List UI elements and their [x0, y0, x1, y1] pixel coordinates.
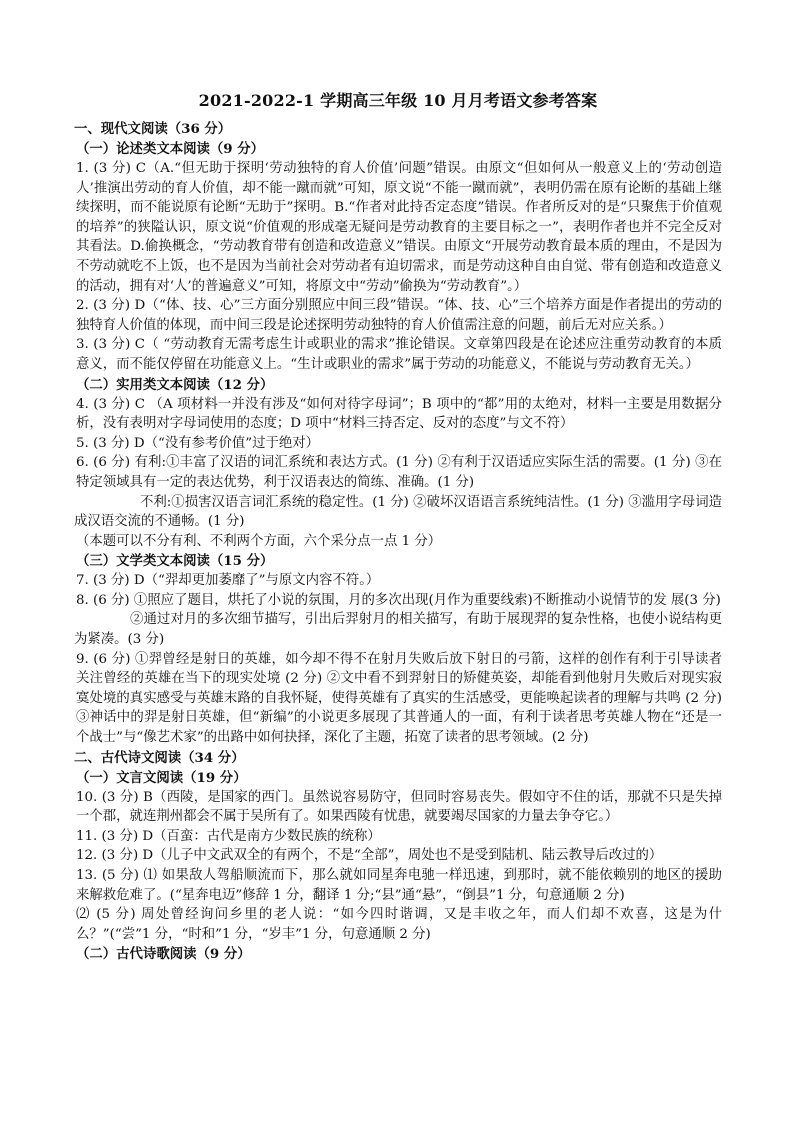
answer-q1: 1. (3 分) C（A.“但无助于探明‘劳动独特的育人价值’问题”错误。由原文“但如何从一般意义上的‘劳动创造人’推演出劳动的育人价值，却不能一蹴而就”可知，原文说“不能一蹴而就”，表明仍需在原有论断的基础上继续探明，而不能说原有论断“无助于”探明。B.“作者对此持否定态度”错误。作者所反对的是“只聚焦于价值观的培养”的狭隘认识，原文说“价值观的形成毫无疑问是劳动教育的主要目标之一”，表明作者也并不完全反对其看法。D.偷换概念，“劳动教育带有创造和改造意义”错误。由原文“开展劳动教育最本质的理由，不是因为不劳动就吃不上饭，也不是因为当前社会对劳动者有迫切需求，而是劳动这种自由自觉、带有创造和改造意义的活动，拥有对‘人’的普遍意义”可知，将原文中“劳动”偷换为“劳动教育”。） — [76, 161, 722, 294]
answer-q9: 9. (6 分) ①羿曾经是射日的英雄，如今却不得不在射月失败后放下射日的弓箭，这样的创作有利于引导读者关注曾经的英雄在当下的现实处境 (2 分) ②文中看不到羿射日的矫健英姿，却能看到他射月失败后对现实寂寞处境的真实感受与英雄末路的自我怀疑，使得英雄有了真实的生活感受，更能唤起读者的理解与共鸣 (2 分) ③神话中的羿是射日英雄，但“新编”的小说更多展现了其普通人的一面，有利于读者思考英雄人物在“还是一个战士”与“像艺术家”的出路中如何抉择，深化了主题，拓宽了读者的思考领域。(2 分) — [76, 651, 722, 746]
section-heading-classical: 二、古代诗文阅读（34 分） — [74, 749, 245, 766]
subsection-heading-classical-prose: （一）文言文阅读（19 分） — [76, 769, 247, 786]
subsection-heading-argumentative: （一）论述类文本阅读（9 分） — [76, 141, 265, 157]
answer-q2: 2. (3 分) D（“体、技、心”三方面分别照应中间三段”错误。“体、技、心”三个培养方面是作者提出的劳动的独特育人价值的体现，而中间三段是论述探明劳动独特的育人价值需注意的问题，前后无对应关系。） — [76, 298, 722, 333]
answer-q3: 3. (3 分) C（ “劳动教育无需考虑生计或职业的需求”推论错误。文章第四段是在论述应注重劳动教育的本质意义，而不能仅停留在功能意义上。“生计或职业的需求”属于劳动的功能意义，不能说与劳动教育无关。） — [76, 337, 722, 372]
answer-q12: 12. (3 分) D（儿子中文武双全的有两个，不是“全部”，周处也不是受到陆机、陆云教导后改过的） — [76, 848, 663, 864]
section-heading-modern: 一、现代文阅读（36 分） — [74, 121, 232, 137]
answer-q13-part2: ⑵ (5 分) 周处曾经询问乡里的老人说：“如今四时谐调，又是丰收之年，而人们却不欢喜，这是为什么？”(“尝”1 分，“时和”1 分，“岁丰”1 分，句意通顺 2 分) — [76, 907, 722, 942]
subsection-heading-classical-poetry: （二）古代诗歌阅读（9 分） — [76, 946, 251, 963]
answer-q6-note: （本题可以不分有利、不利两个方面，六个采分点一点 1 分） — [76, 533, 442, 549]
answer-q8-point1: 8. (6 分) ①照应了题目，烘托了小说的氛围，月的多次出现(月作为重要线索)不断推动小说情节的发 展(3 分) — [76, 592, 721, 608]
answer-q6-advantages: 6. (6 分) 有利:①丰富了汉语的词汇系统和表达方式。(1 分) ②有利于汉语适应实际生活的需要。(1 分) ③在特定领域具有一定的表达优势，利于汉语表达的简练、准确。(1 分) — [76, 455, 722, 490]
answer-q13-part1: 13. (5 分) ⑴ 如果敌人驾船顺流而下，那么就如同星奔电驰一样迅速，到那时，就不能依赖别的地区的援助来解救危难了。(“星奔电迈”修辞 1 分，翻译 1 分;“县”通“悬”，“倒县”1 分，句意通顺 2 分) — [76, 868, 722, 903]
answer-q4: 4. (3 分) C （A 项材料一并没有涉及“如何对待字母词”；B 项中的“都”用的太绝对，材料一主要是用数据分析，没有表明对字母词使用的态度；D 项中“材料三持否定、反对的态度”与文不符） — [76, 396, 722, 432]
subsection-heading-practical: （二）实用类文本阅读（12 分） — [76, 376, 274, 393]
answer-q8-point2: ②通过对月的多次细节描写，引出后羿射月的相关描写，有助于展现羿的复杂性格，也使小说结构更为紧凑。(3 分) — [74, 612, 722, 648]
answer-q10: 10. (3 分) B（西陵，是国家的西门。虽然说容易防守，但同时容易丧失。假如守不住的话，那就不只是失掉一个郡，就连荆州都会不属于吴所有了。如果西陵有忧患，就要竭尽国家的力量去争夺它。） — [76, 789, 722, 825]
subsection-heading-literary: （三）文学类文本阅读（15 分） — [76, 553, 274, 570]
answer-q5: 5. (3 分) D（“没有参考价值”过于绝对） — [76, 435, 320, 451]
answer-q6-disadvantages: 不利:①损害汉语言词汇系统的稳定性。(1 分) ②破坏汉语语言系统纯洁性。(1 分) ③滥用字母词造成汉语交流的不通畅。(1 分) — [74, 494, 722, 530]
page-title: 2021-2022-1 学期高三年级 10 月月考语文参考答案 — [198, 91, 598, 110]
answer-sheet — [74, 88, 722, 964]
answer-q7: 7. (3 分) D（“羿却更加萎靡了”与原文内容不符。） — [76, 573, 380, 589]
answer-q11: 11. (3 分) D（百蛮：古代是南方少数民族的统称） — [76, 828, 381, 844]
